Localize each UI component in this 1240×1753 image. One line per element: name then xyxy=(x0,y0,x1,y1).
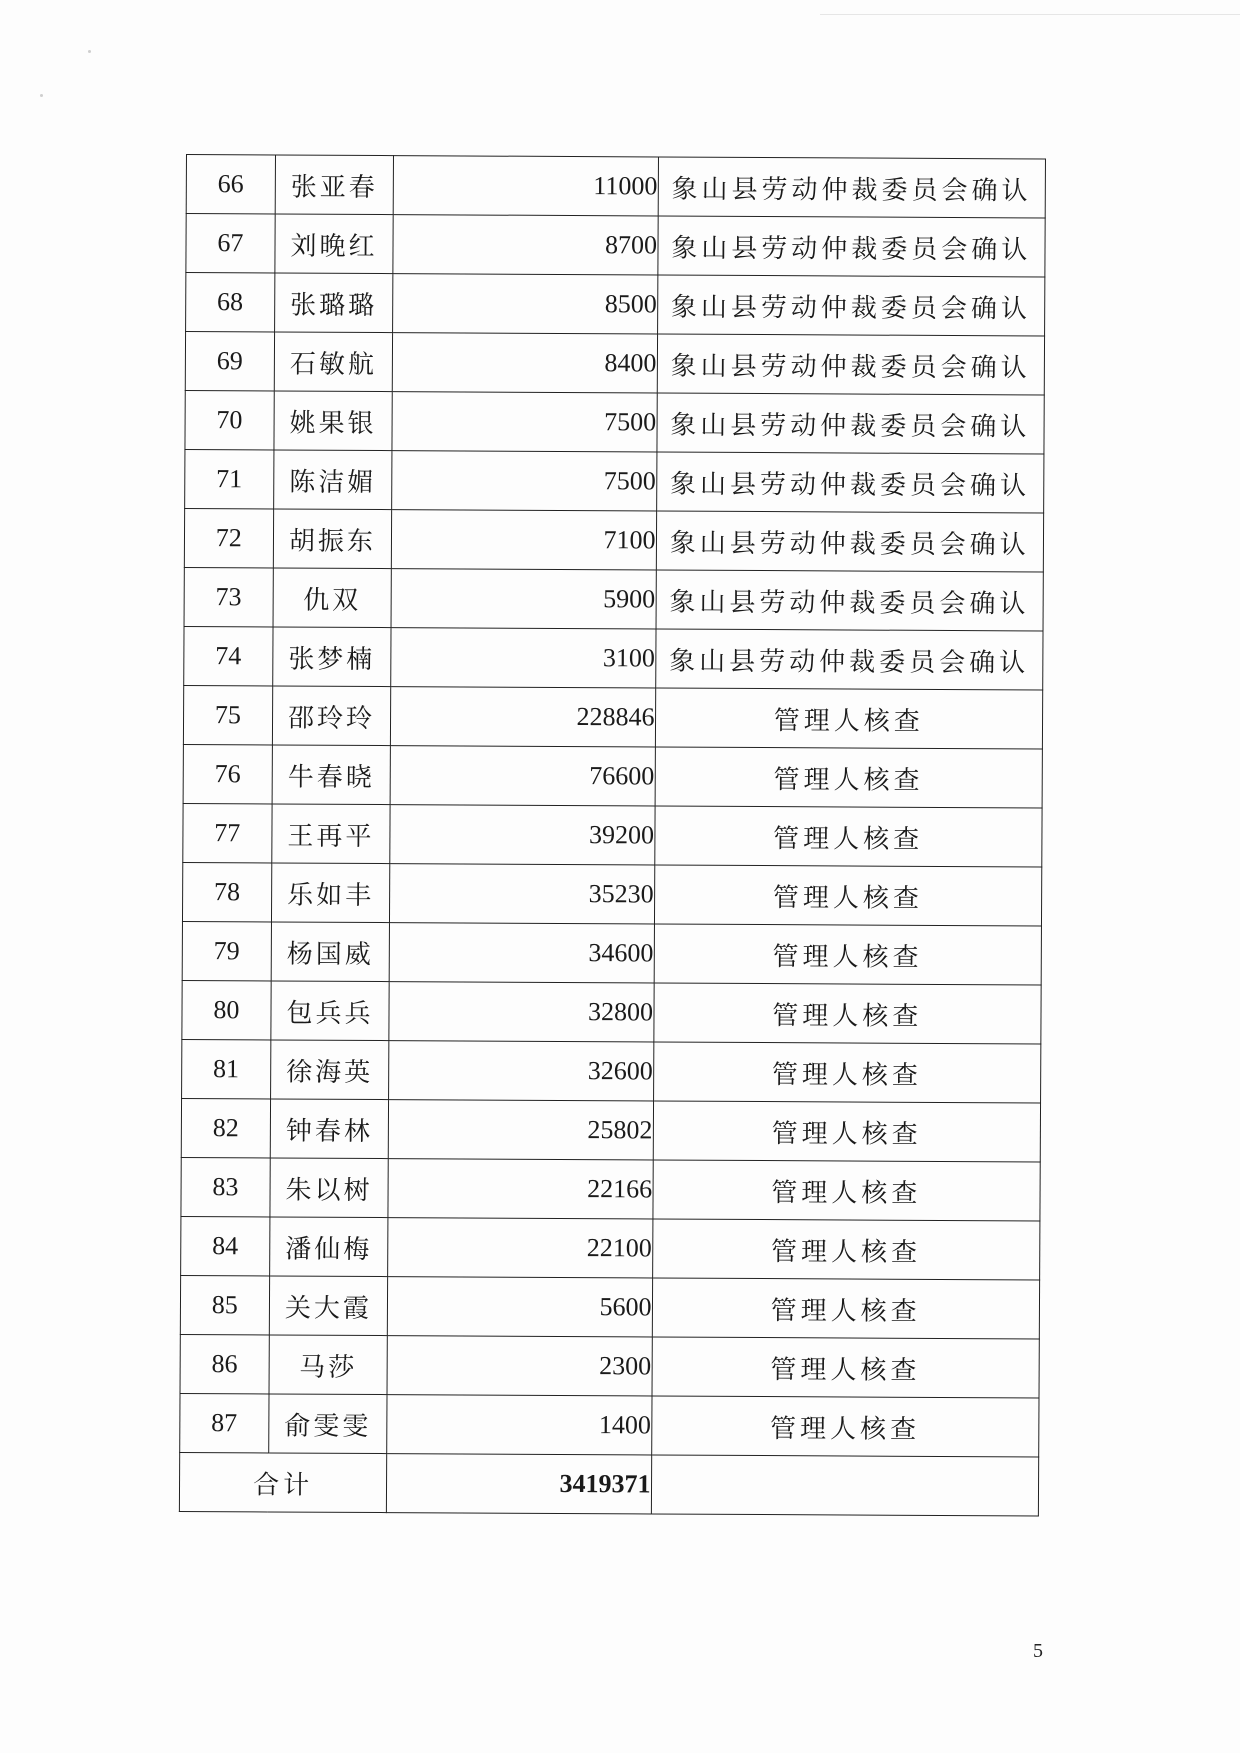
claim-amount-cell: 39200 xyxy=(390,805,655,865)
row-number-cell: 78 xyxy=(182,862,271,921)
scan-speck xyxy=(40,94,43,97)
claim-amount-cell: 7500 xyxy=(392,451,657,511)
creditor-name-cell: 钟春林 xyxy=(270,1099,389,1159)
claim-amount-cell: 22166 xyxy=(388,1159,653,1219)
row-number-cell: 68 xyxy=(186,273,275,332)
table-row xyxy=(185,449,1044,512)
confirmation-source-cell: 管理人核查 xyxy=(653,1042,1041,1103)
creditor-name-cell: 仇双 xyxy=(273,568,392,628)
table-row xyxy=(183,803,1042,866)
table-row xyxy=(181,1157,1040,1220)
creditor-name-cell: 刘晚红 xyxy=(275,214,394,274)
creditor-name-cell: 张亚春 xyxy=(275,155,394,215)
table-row xyxy=(185,332,1044,395)
creditor-name-cell: 马莎 xyxy=(269,1335,388,1395)
row-number-cell: 79 xyxy=(182,921,271,980)
creditor-name-cell: 乐如丰 xyxy=(271,863,390,923)
creditor-name-cell: 俞雯雯 xyxy=(268,1394,387,1454)
creditor-name-cell: 朱以树 xyxy=(270,1158,389,1218)
claim-amount-cell: 8400 xyxy=(393,333,658,393)
row-number-cell: 77 xyxy=(183,803,272,862)
claim-amount-cell: 8700 xyxy=(393,215,658,275)
confirmation-source-cell: 象山县劳动仲裁委员会确认 xyxy=(656,511,1044,572)
confirmation-source-cell: 管理人核查 xyxy=(652,1160,1040,1221)
confirmation-source-cell: 管理人核查 xyxy=(655,688,1043,749)
creditor-name-cell: 陈洁媚 xyxy=(273,450,392,510)
claim-amount-cell: 5600 xyxy=(388,1277,653,1337)
creditor-name-cell: 潘仙梅 xyxy=(269,1217,388,1277)
page-number: 5 xyxy=(1033,1640,1043,1662)
table-row xyxy=(184,508,1043,571)
row-number-cell: 87 xyxy=(180,1393,269,1452)
table-row xyxy=(185,390,1044,453)
row-number-cell: 82 xyxy=(181,1098,270,1157)
claims-table-body xyxy=(179,155,1045,1516)
scan-speck xyxy=(88,50,91,53)
total-label-cell: 合计 xyxy=(179,1452,387,1512)
row-number-cell: 73 xyxy=(184,567,273,626)
confirmation-source-cell: 管理人核查 xyxy=(652,1337,1040,1398)
confirmation-source-cell: 象山县劳动仲裁委员会确认 xyxy=(657,275,1045,336)
row-number-cell: 66 xyxy=(186,155,275,214)
creditor-name-cell: 关大霞 xyxy=(269,1276,388,1336)
confirmation-source-cell: 象山县劳动仲裁委员会确认 xyxy=(657,216,1045,277)
total-source-cell xyxy=(651,1455,1039,1516)
scan-edge-line xyxy=(820,14,1240,15)
claim-amount-cell: 76600 xyxy=(390,746,655,806)
table-row xyxy=(186,273,1045,336)
creditor-name-cell: 王再平 xyxy=(272,804,391,864)
table-row xyxy=(180,1275,1039,1338)
claim-amount-cell: 35230 xyxy=(390,864,655,924)
table-row xyxy=(186,155,1045,218)
confirmation-source-cell: 象山县劳动仲裁委员会确认 xyxy=(656,452,1044,513)
claim-amount-cell: 3100 xyxy=(391,628,656,688)
confirmation-source-cell: 管理人核查 xyxy=(653,1101,1041,1162)
row-number-cell: 70 xyxy=(185,390,274,449)
table-row xyxy=(184,626,1043,689)
row-number-cell: 86 xyxy=(180,1334,269,1393)
row-number-cell: 84 xyxy=(181,1216,270,1275)
claim-amount-cell: 8500 xyxy=(393,274,658,334)
confirmation-source-cell: 管理人核查 xyxy=(652,1219,1040,1280)
table-row xyxy=(184,567,1043,630)
creditor-name-cell: 徐海英 xyxy=(270,1040,389,1100)
table-row xyxy=(182,1039,1041,1102)
table-row xyxy=(180,1393,1039,1456)
row-number-cell: 69 xyxy=(185,332,274,391)
confirmation-source-cell: 象山县劳动仲裁委员会确认 xyxy=(655,629,1043,690)
claims-table xyxy=(179,154,1046,1516)
creditor-name-cell: 邵玲玲 xyxy=(272,686,391,746)
confirmation-source-cell: 管理人核查 xyxy=(654,865,1042,926)
claim-amount-cell: 34600 xyxy=(389,923,654,983)
creditor-name-cell: 姚果银 xyxy=(274,391,393,451)
table-row xyxy=(181,1216,1040,1279)
row-number-cell: 83 xyxy=(181,1157,270,1216)
claim-amount-cell: 22100 xyxy=(388,1218,653,1278)
creditor-name-cell: 包兵兵 xyxy=(271,981,390,1041)
claim-amount-cell: 32600 xyxy=(389,1041,654,1101)
creditor-name-cell: 石敏航 xyxy=(274,332,393,392)
table-row xyxy=(182,921,1041,984)
confirmation-source-cell: 象山县劳动仲裁委员会确认 xyxy=(658,157,1046,218)
claim-amount-cell: 7500 xyxy=(392,392,657,452)
table-row xyxy=(182,862,1041,925)
claim-amount-cell: 228846 xyxy=(391,687,656,747)
confirmation-source-cell: 象山县劳动仲裁委员会确认 xyxy=(657,334,1045,395)
row-number-cell: 80 xyxy=(182,980,271,1039)
confirmation-source-cell: 管理人核查 xyxy=(655,747,1043,808)
creditor-name-cell: 牛春晓 xyxy=(272,745,391,805)
confirmation-source-cell: 管理人核查 xyxy=(653,983,1041,1044)
confirmation-source-cell: 管理人核查 xyxy=(654,924,1042,985)
table-row xyxy=(180,1334,1039,1397)
claim-amount-cell: 25802 xyxy=(389,1100,654,1160)
confirmation-source-cell: 象山县劳动仲裁委员会确认 xyxy=(656,570,1044,631)
row-number-cell: 75 xyxy=(183,685,272,744)
claim-amount-cell: 7100 xyxy=(392,510,657,570)
claim-amount-cell: 1400 xyxy=(387,1395,652,1455)
confirmation-source-cell: 管理人核查 xyxy=(651,1396,1039,1457)
claim-amount-cell: 32800 xyxy=(389,982,654,1042)
row-number-cell: 72 xyxy=(184,508,273,567)
claim-amount-cell: 2300 xyxy=(387,1336,652,1396)
row-number-cell: 74 xyxy=(184,626,273,685)
confirmation-source-cell: 管理人核查 xyxy=(654,806,1042,867)
confirmation-source-cell: 管理人核查 xyxy=(652,1278,1040,1339)
table-row xyxy=(181,1098,1040,1161)
table-row xyxy=(186,214,1045,277)
confirmation-source-cell: 象山县劳动仲裁委员会确认 xyxy=(656,393,1044,454)
claim-amount-cell: 11000 xyxy=(393,156,658,216)
row-number-cell: 76 xyxy=(183,744,272,803)
row-number-cell: 71 xyxy=(185,449,274,508)
creditor-name-cell: 杨国威 xyxy=(271,922,390,982)
claim-amount-cell: 5900 xyxy=(391,569,656,629)
creditor-name-cell: 张梦楠 xyxy=(272,627,391,687)
row-number-cell: 85 xyxy=(180,1275,269,1334)
table-row xyxy=(183,744,1042,807)
total-row xyxy=(179,1452,1038,1515)
total-amount-cell: 3419371 xyxy=(387,1454,652,1514)
table-row xyxy=(182,980,1041,1043)
row-number-cell: 81 xyxy=(182,1039,271,1098)
creditor-name-cell: 胡振东 xyxy=(273,509,392,569)
creditor-name-cell: 张璐璐 xyxy=(274,273,393,333)
table-row xyxy=(183,685,1042,748)
row-number-cell: 67 xyxy=(186,214,275,273)
